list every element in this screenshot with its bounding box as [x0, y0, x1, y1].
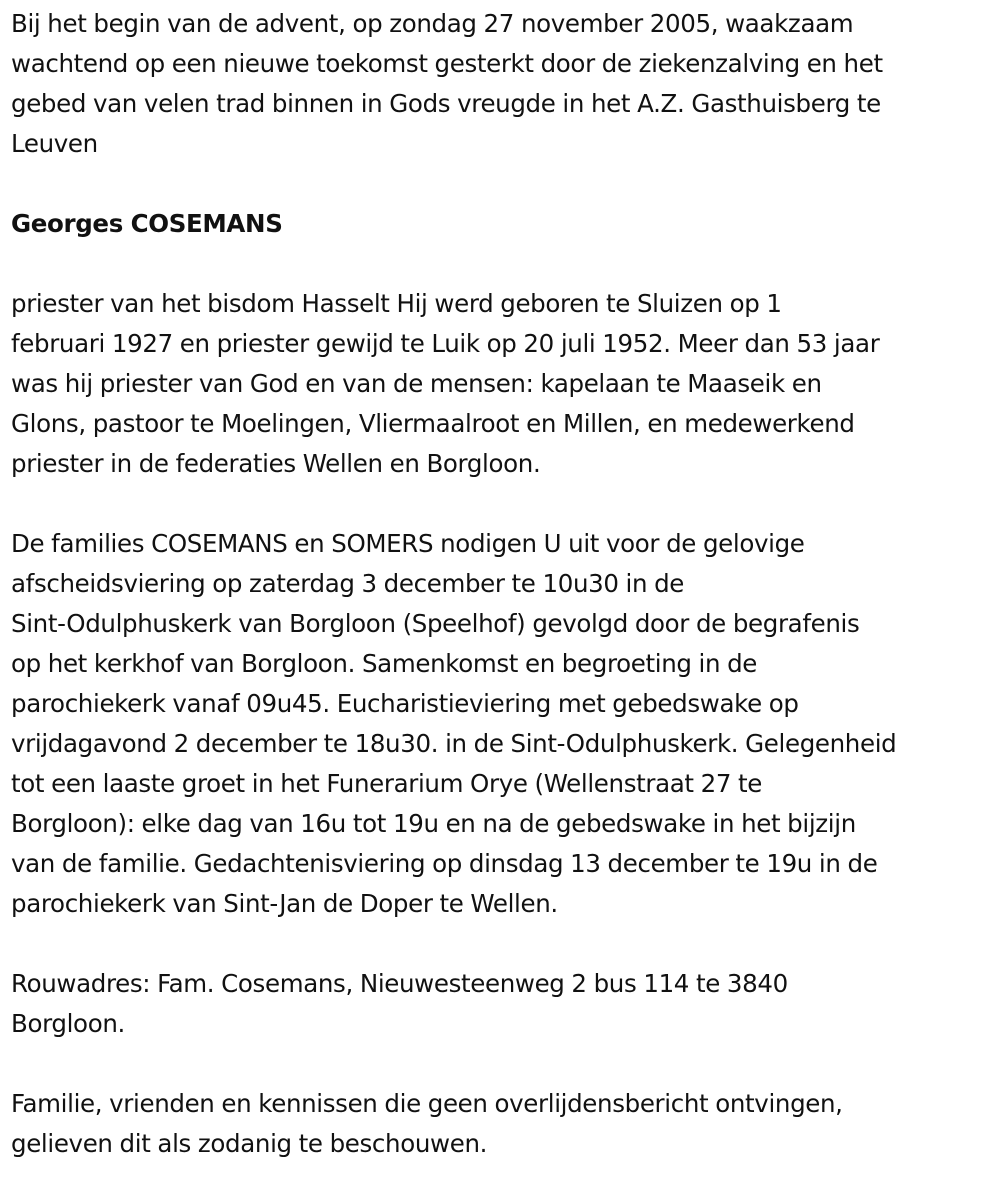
bio-line: februari 1927 en priester gewijd te Luik op 20 juli 1952. Meer dan 53 jaar: [11, 329, 880, 358]
invitation-paragraph: [11, 524, 989, 924]
intro-line: Bij het begin van de advent, op zondag 27 november 2005, waakzaam: [11, 9, 854, 38]
intro-line: gebed van velen trad binnen in Gods vreugde in het A.Z. Gasthuisberg te: [11, 89, 881, 118]
closing-paragraph: [11, 1084, 989, 1164]
intro-line: Leuven: [11, 129, 98, 158]
intro-line: wachtend op een nieuwe toekomst gesterkt door de ziekenzalving en het: [11, 49, 883, 78]
deceased-name: [11, 204, 989, 244]
bio-line: was hij priester van God en van de mensen: kapelaan te Maaseik en: [11, 369, 822, 398]
invitation-line: op het kerkhof van Borgloon. Samenkomst en begroeting in de: [11, 649, 758, 678]
invitation-line: van de familie. Gedachtenisviering op dinsdag 13 december te 19u in de: [11, 849, 878, 878]
mourning-address-paragraph: [11, 964, 989, 1044]
invitation-line: Sint-Odulphuskerk van Borgloon (Speelhof) gevolgd door de begrafenis: [11, 609, 860, 638]
deceased-name-text: Georges COSEMANS: [11, 209, 283, 238]
invitation-line: parochiekerk van Sint-Jan de Doper te Wellen.: [11, 889, 558, 918]
closing-line: gelieven dit als zodanig te beschouwen.: [11, 1129, 488, 1158]
biography-paragraph: [11, 284, 989, 484]
invitation-line: Borgloon): elke dag van 16u tot 19u en na de gebedswake in het bijzijn: [11, 809, 856, 838]
address-line: Rouwadres: Fam. Cosemans, Nieuwesteenweg 2 bus 114 te 3840: [11, 969, 788, 998]
invitation-line: afscheidsviering op zaterdag 3 december te 10u30 in de: [11, 569, 685, 598]
invitation-line: De families COSEMANS en SOMERS nodigen U uit voor de gelovige: [11, 529, 805, 558]
invitation-line: vrijdagavond 2 december te 18u30. in de Sint-Odulphuskerk. Gelegenheid: [11, 729, 897, 758]
address-line: Borgloon.: [11, 1009, 125, 1038]
intro-paragraph: [11, 4, 989, 164]
bio-line: priester van het bisdom Hasselt Hij werd geboren te Sluizen op 1: [11, 289, 782, 318]
invitation-line: tot een laaste groet in het Funerarium Orye (Wellenstraat 27 te: [11, 769, 763, 798]
closing-line: Familie, vrienden en kennissen die geen overlijdensbericht ontvingen,: [11, 1089, 843, 1118]
invitation-line: parochiekerk vanaf 09u45. Eucharistieviering met gebedswake op: [11, 689, 799, 718]
bio-line: Glons, pastoor te Moelingen, Vliermaalroot en Millen, en medewerkend: [11, 409, 855, 438]
bio-line: priester in de federaties Wellen en Borgloon.: [11, 449, 541, 478]
